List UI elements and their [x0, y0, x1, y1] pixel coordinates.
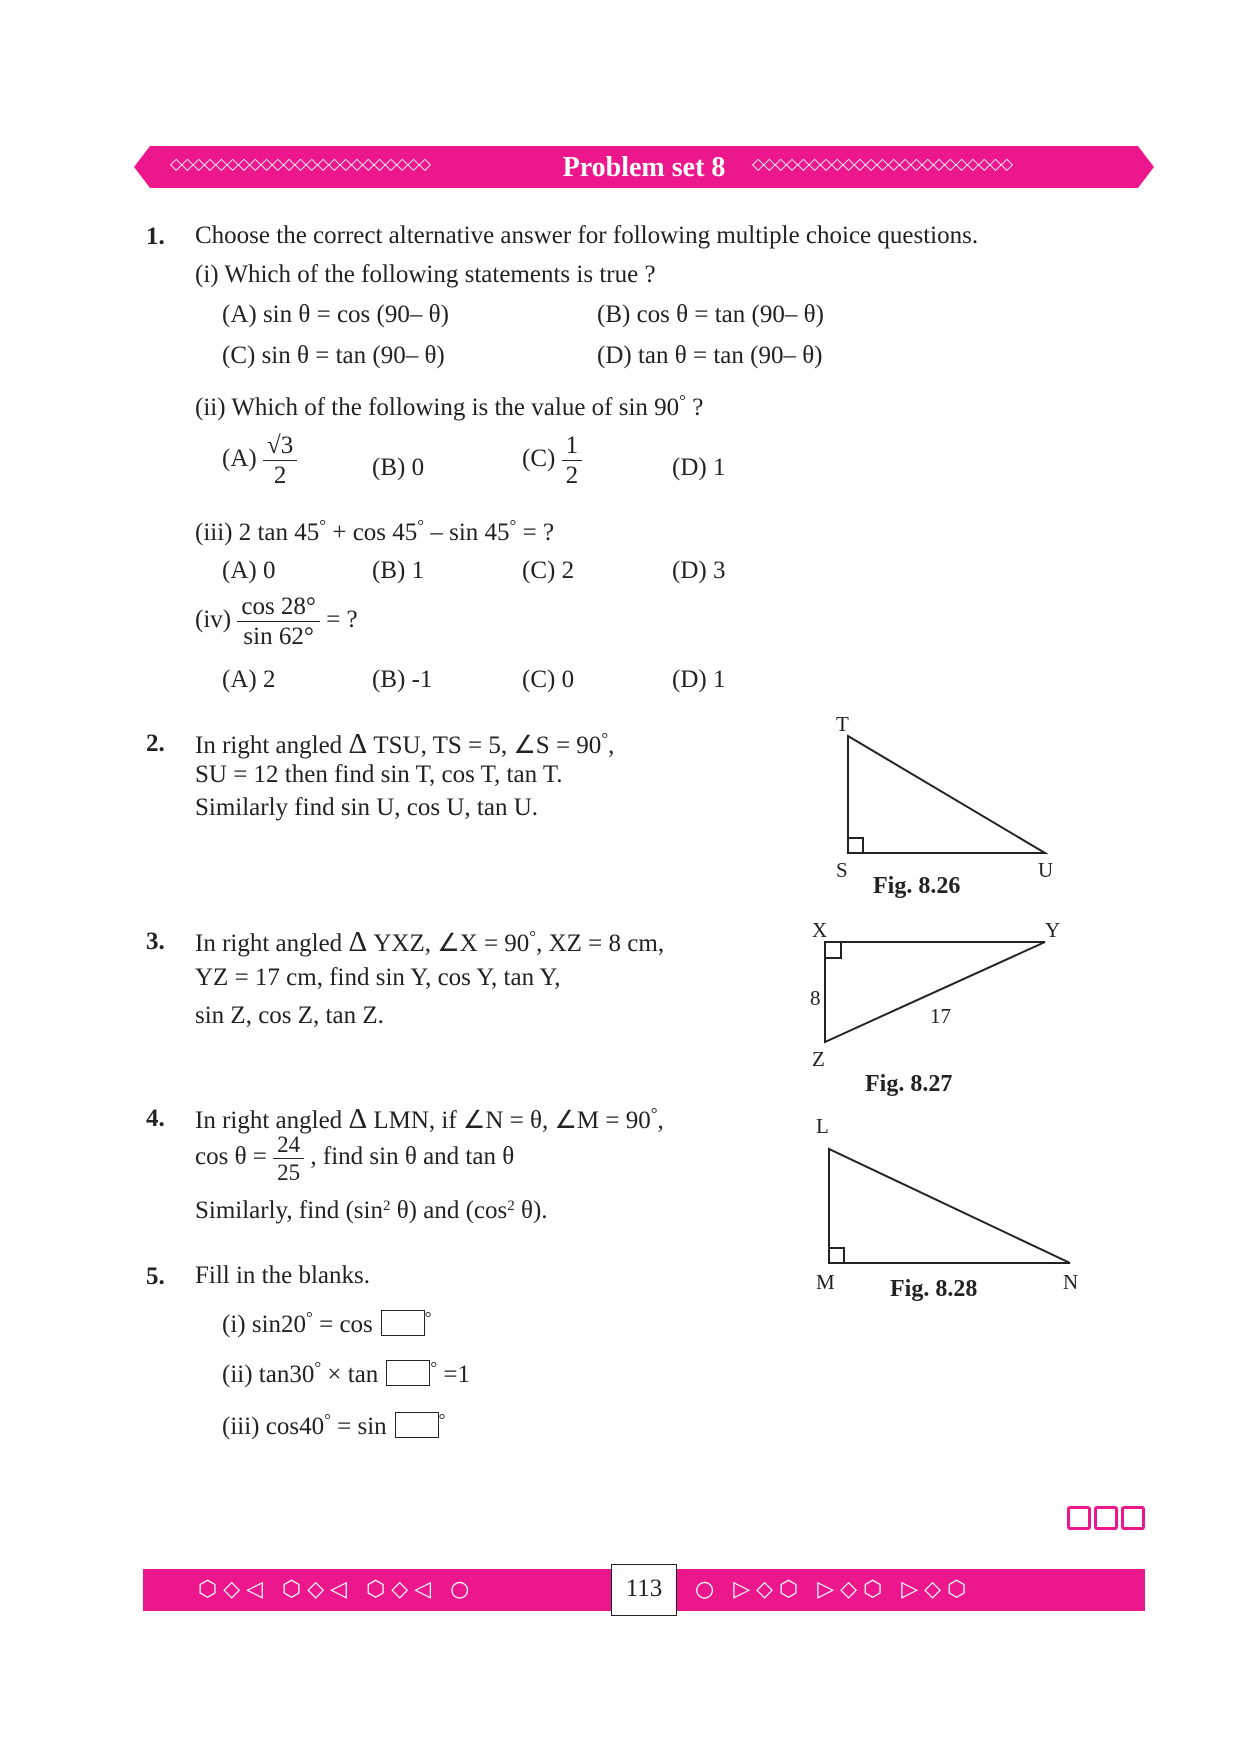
q1-ii-stem: [195, 391, 704, 421]
q2-line-2: SU = 12 then find sin T, cos T, tan T.: [195, 761, 563, 788]
q1-i-option-d: (D) tan θ = tan (90– θ): [597, 342, 823, 369]
footer-right-shapes: ○ ▷◇⬡ ▷◇⬡ ▷◇⬡: [695, 1577, 973, 1602]
vertex-label-y: Y: [1045, 918, 1061, 942]
q1-iii-option-d: (D) 3: [672, 557, 726, 584]
footer-left-shapes: ⬡◇◁ ⬡◇◁ ⬡◇◁ ○: [198, 1577, 476, 1602]
banner-left-tip: [134, 146, 150, 188]
q1-iii-part-3: – sin 45: [424, 519, 510, 546]
q4-cos-fraction: [273, 1133, 304, 1184]
q1-ii-option-c-label: (C): [522, 445, 556, 473]
q4-line-1a: In right angled: [195, 1107, 349, 1134]
degree-symbol: °: [509, 516, 517, 535]
fraction-denominator: 2: [565, 462, 579, 489]
q4-line-1c: LMN, if ∠N = θ, ∠M = 90: [367, 1107, 651, 1134]
question-1-text: Choose the correct alternative answer for following multiple choice questions.: [195, 222, 979, 249]
q1-i-stem: (i) Which of the following statements is true ?: [195, 261, 656, 288]
q3-line-1d: , XZ = 8 cm,: [536, 930, 665, 957]
q5-iii-b: = sin: [330, 1413, 387, 1440]
degree-symbol: °: [601, 729, 609, 748]
figure-8-28-triangle: [810, 1135, 1080, 1275]
question-1-number: 1.: [146, 223, 165, 250]
q1-i-option-c: (C) sin θ = tan (90– θ): [222, 342, 445, 369]
q4-line-3a: Similarly, find (sin: [195, 1197, 383, 1224]
q4-line-3c: θ).: [514, 1197, 548, 1224]
degree-symbol: °: [438, 1410, 446, 1429]
vertex-label-m: M: [816, 1270, 835, 1294]
fraction-numerator: √3: [263, 433, 297, 461]
blank-box: [381, 1310, 425, 1336]
question-5-number: 5.: [146, 1263, 165, 1290]
degree-symbol: °: [430, 1358, 438, 1377]
degree-symbol: °: [424, 1308, 432, 1327]
vertex-label-s: S: [836, 858, 848, 882]
question-4-number: 4.: [146, 1105, 165, 1132]
figure-8-27-caption: Fig. 8.27: [865, 1071, 953, 1097]
q1-i-option-a: (A) sin θ = cos (90– θ): [222, 301, 449, 328]
q5-i-a: (i) sin20: [222, 1311, 307, 1338]
page-number: 113: [611, 1564, 677, 1616]
q1-iv-fraction: [237, 594, 320, 649]
degree-symbol: °: [306, 1308, 313, 1327]
q1-ii-stem-end: ?: [685, 394, 704, 421]
degree-symbol: °: [314, 1358, 322, 1377]
q3-line-3: sin Z, cos Z, tan Z.: [195, 1002, 384, 1029]
q5-iii-a: (iii) cos40: [222, 1413, 325, 1440]
square-icon: [1067, 1506, 1091, 1530]
side-label-xz: 8: [810, 986, 821, 1010]
banner-right-tip: [1138, 146, 1154, 188]
q4-line-1d: ,: [657, 1107, 664, 1134]
square-icon: [1121, 1506, 1145, 1530]
q5-ii: [222, 1360, 470, 1387]
q1-iv-option-d: (D) 1: [672, 666, 726, 693]
fraction-denominator: 2: [273, 462, 287, 489]
q1-ii-option-c-fraction: [562, 433, 583, 488]
fraction-numerator: cos 28°: [237, 594, 320, 622]
q4-cos-label: cos θ =: [195, 1143, 267, 1171]
fraction-numerator: 24: [273, 1133, 304, 1159]
degree-symbol: °: [319, 516, 327, 535]
q4-line-3: [195, 1198, 548, 1223]
q5-iii: [222, 1412, 445, 1439]
q1-iii-part-4: = ?: [516, 519, 555, 546]
q1-iii-option-b: (B) 1: [372, 557, 425, 584]
triangle-symbol: Δ: [348, 926, 368, 958]
q4-line-2: [195, 1133, 514, 1184]
blank-box: [386, 1360, 430, 1386]
fraction-numerator: 1: [562, 433, 583, 461]
q4-line-3b: θ) and (cos: [390, 1197, 508, 1224]
q1-ii-option-d: (D) 1: [672, 454, 726, 481]
q1-iii-stem: [195, 516, 555, 546]
banner-left-ornament: ◇◇◇◇◇◇◇◇◇◇◇◇◇◇◇◇◇◇◇◇◇◇◇: [170, 154, 431, 173]
q3-line-2: YZ = 17 cm, find sin Y, cos Y, tan Y,: [195, 964, 561, 991]
q2-line-1d: ,: [608, 732, 615, 759]
fraction-denominator: 25: [277, 1160, 301, 1185]
figure-8-26-triangle: [820, 700, 1070, 860]
figure-8-26-caption: Fig. 8.26: [873, 873, 961, 899]
q1-ii-option-a-fraction: [263, 433, 297, 488]
q1-iv-option-b: (B) -1: [372, 666, 433, 693]
q5-i-b: = cos: [312, 1311, 373, 1338]
superscript-2: 2: [382, 1198, 391, 1214]
q5-text: Fill in the blanks.: [195, 1262, 370, 1289]
q2-line-1: [195, 730, 614, 759]
degree-symbol: °: [650, 1104, 658, 1123]
q3-line-1: [195, 928, 664, 957]
figure-8-28-caption: Fig. 8.28: [890, 1276, 978, 1302]
q1-iv-option-c: (C) 0: [522, 666, 575, 693]
banner-right-ornament: ◇◇◇◇◇◇◇◇◇◇◇◇◇◇◇◇◇◇◇◇◇◇◇: [752, 154, 1013, 173]
vertex-label-n: N: [1063, 1270, 1079, 1294]
vertex-label-l: L: [816, 1114, 829, 1138]
q5-i: [222, 1310, 432, 1337]
degree-symbol: °: [324, 1410, 331, 1429]
q1-i-option-b: (B) cos θ = tan (90– θ): [597, 301, 824, 328]
q2-line-3: Similarly find sin U, cos U, tan U.: [195, 794, 539, 821]
q1-iii-option-c: (C) 2: [522, 557, 575, 584]
q4-line-2-end: , find sin θ and tan θ: [310, 1143, 515, 1171]
degree-symbol: °: [529, 927, 537, 946]
question-2-number: 2.: [146, 730, 165, 757]
q1-ii-option-a-label: (A): [222, 445, 257, 473]
q1-iii-option-a: (A) 0: [222, 557, 276, 584]
page-title: Problem set 8: [562, 152, 726, 183]
problem-set-banner: [150, 146, 1138, 188]
q5-ii-a: (ii) tan30: [222, 1361, 315, 1388]
vertex-label-u: U: [1038, 858, 1054, 882]
q1-iv-end: = ?: [326, 606, 358, 634]
q3-line-1a: In right angled: [195, 930, 349, 957]
end-of-section-squares: [1067, 1506, 1148, 1535]
vertex-label-x: X: [812, 918, 828, 942]
q2-line-1a: In right angled: [195, 732, 349, 759]
q4-line-1: [195, 1105, 664, 1134]
triangle-symbol: Δ: [348, 728, 368, 760]
q1-ii-option-c: [522, 433, 582, 488]
triangle-symbol: Δ: [348, 1103, 368, 1135]
q1-iii-part-2: + cos 45: [326, 519, 418, 546]
q2-line-1c: TSU, TS = 5, ∠S = 90: [367, 732, 602, 759]
q1-ii-option-a: [222, 433, 297, 488]
vertex-label-z: Z: [812, 1047, 825, 1071]
q1-ii-option-b: (B) 0: [372, 454, 425, 481]
degree-symbol: °: [417, 516, 425, 535]
q5-ii-b: × tan: [321, 1361, 379, 1388]
q3-line-1c: YXZ, ∠X = 90: [367, 930, 530, 957]
blank-box: [395, 1412, 439, 1438]
q1-iv-label: (iv): [195, 606, 232, 634]
side-label-yz: 17: [930, 1004, 951, 1028]
q1-iii-part-1: (iii) 2 tan 45: [195, 519, 320, 546]
superscript-2: 2: [507, 1198, 515, 1214]
question-3-number: 3.: [146, 928, 165, 955]
figure-8-27-triangle: [810, 930, 1060, 1050]
degree-symbol: °: [679, 391, 686, 410]
q5-ii-c: =1: [437, 1361, 470, 1388]
square-icon: [1094, 1506, 1118, 1530]
vertex-label-t: T: [836, 712, 849, 736]
q1-iv-stem: [195, 594, 358, 649]
q1-ii-stem-text: (ii) Which of the following is the value of sin 90: [195, 394, 680, 421]
q1-iv-option-a: (A) 2: [222, 666, 276, 693]
fraction-denominator: sin 62°: [243, 623, 314, 650]
